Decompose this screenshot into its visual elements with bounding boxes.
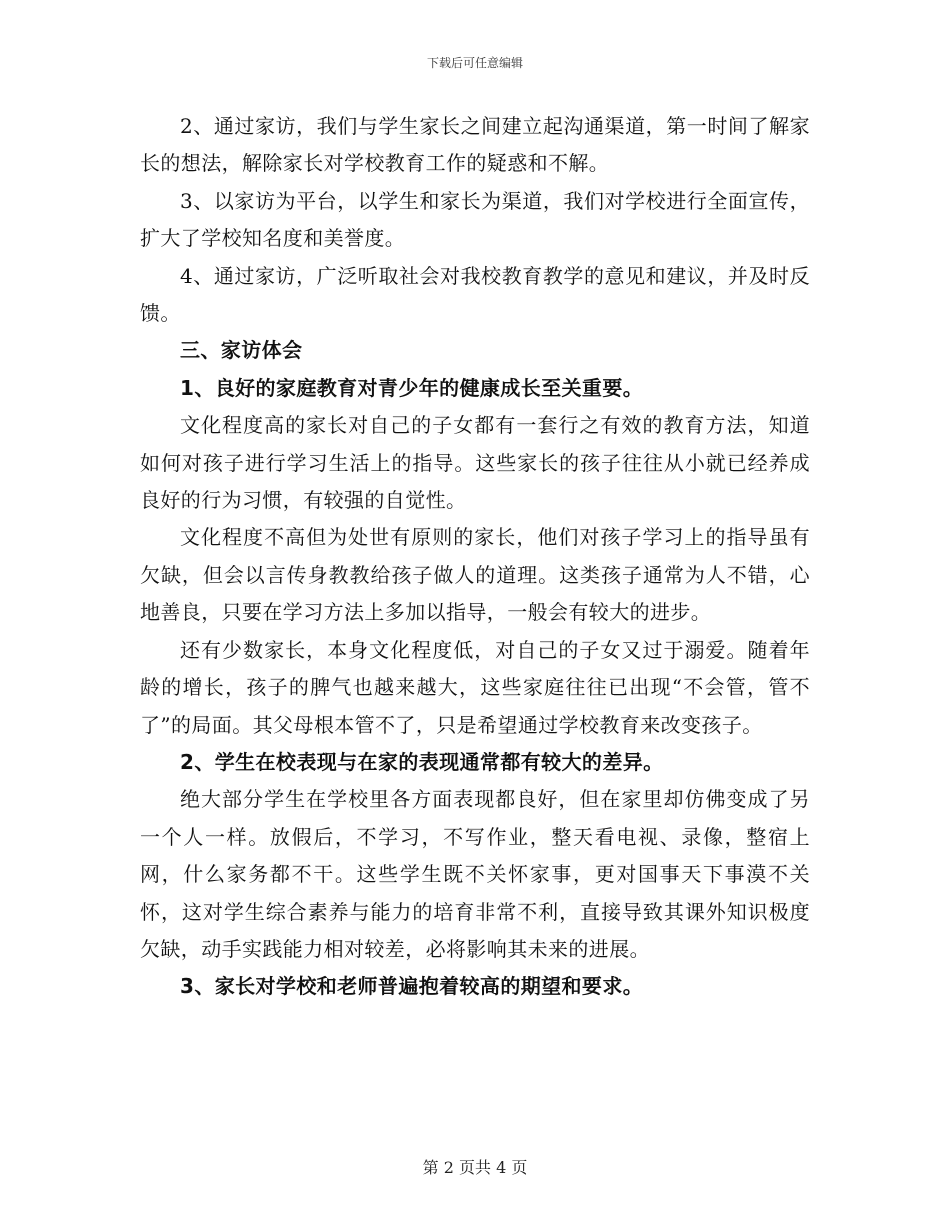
paragraph-educated-parents: 文化程度高的家长对自己的子女都有一套行之有效的教育方法，知道如何对孩子进行学习生活上的指导。这些家长的孩子往往从小就已经养成良好的行为习惯，有较强的自觉性。 [140, 413, 810, 513]
page-number: 第 2 页共 4 页 [422, 1158, 528, 1177]
section-heading-3: 三、家访体会 [180, 338, 303, 363]
paragraph-item-2: 2、通过家访，我们与学生家长之间建立起沟通渠道，第一时间了解家长的想法，解除家长对学校教育工作的疑惑和不解。 [140, 114, 810, 176]
paragraph-principled-parents: 文化程度不高但为处世有原则的家长，他们对孩子学习上的指导虽有欠缺，但会以言传身教教给孩子做人的道理。这类孩子通常为人不错，心地善良，只要在学习方法上多加以指导，一般会有较大的进步。 [140, 525, 810, 625]
subheading-3: 3、家长对学校和老师普遍抱着较高的期望和要求。 [180, 974, 644, 999]
subheading-2: 2、学生在校表现与在家的表现通常都有较大的差异。 [180, 749, 664, 774]
subheading-1: 1、良好的家庭教育对青少年的健康成长至关重要。 [180, 375, 644, 400]
document-body [140, 108, 810, 1006]
page-header: 下载后可任意编辑 [426, 56, 523, 70]
paragraph-item-3: 3、以家访为平台，以学生和家长为渠道，我们对学校进行全面宣传，扩大了学校知名度和美誉度。 [140, 188, 810, 251]
paragraph-item-4: 4、通过家访，广泛听取社会对我校教育教学的意见和建议，并及时反馈。 [140, 263, 810, 326]
paragraph-behavior-difference: 绝大部分学生在学校里各方面表现都良好，但在家里却仿佛变成了另一个人一样。放假后，不学习，不写作业，整天看电视、录像，整宿上网，什么家务都不干。这些学生既不关怀家事，更对国事天下事漠不关怀，这对学生综合素养与能力的培育非常不利，直接导致其课外知识极度欠缺，动手实践能力相对较差，必将影响其未来的进展。 [140, 787, 810, 961]
paragraph-indulgent-parents: 还有少数家长，本身文化程度低，对自己的子女又过于溺爱。随着年龄的增长，孩子的脾气也越来越大，这些家庭往往已出现“不会管，管不了”的局面。其父母根本管不了，只是希望通过学校教育来改变孩子。 [140, 637, 810, 737]
